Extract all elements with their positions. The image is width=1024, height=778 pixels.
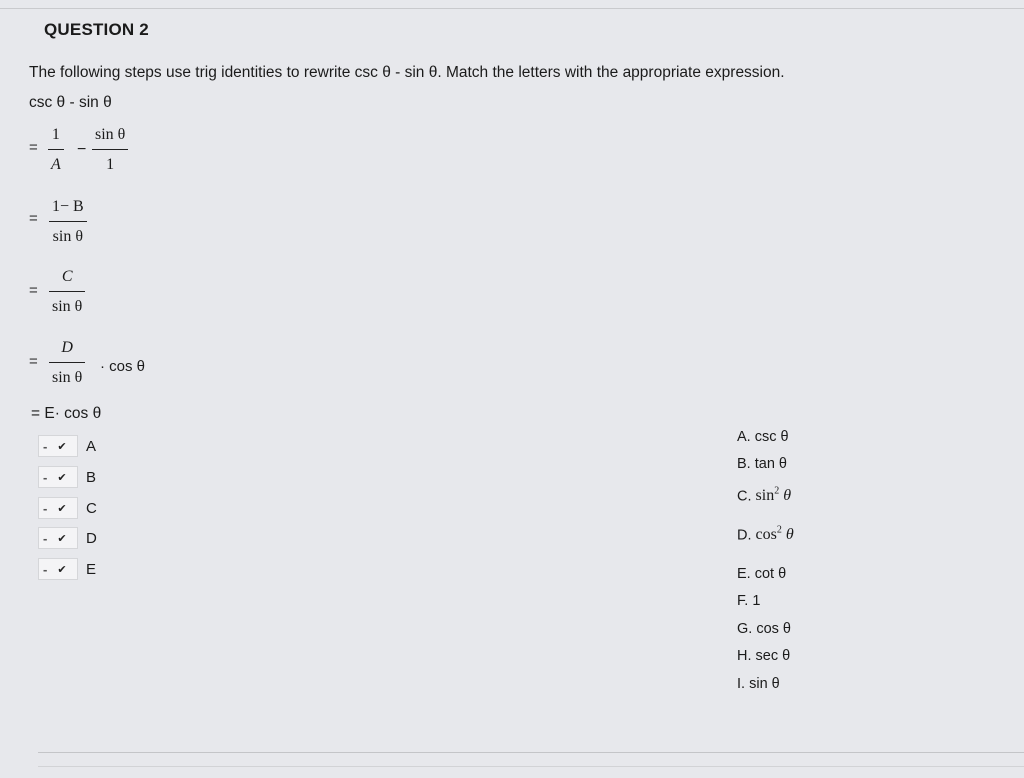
- match-row-e: [38, 556, 96, 582]
- match-select-c[interactable]: [38, 497, 78, 519]
- option-label: I.: [737, 676, 746, 692]
- variable: θ: [785, 526, 794, 544]
- option-f: [737, 593, 760, 609]
- function-name: cos: [755, 526, 777, 544]
- step3-den: sin θ: [52, 298, 83, 315]
- selected-value: -: [43, 500, 48, 516]
- exponent: 2: [774, 486, 780, 497]
- step4-den: sin θ: [52, 369, 83, 386]
- option-i: [737, 676, 780, 692]
- option-e: [737, 566, 786, 582]
- bottom-divider: [38, 766, 1024, 767]
- function-name: sin: [755, 487, 775, 505]
- fraction-bar: [49, 362, 85, 363]
- match-row-d: [38, 525, 97, 551]
- equals-sign: =: [29, 353, 38, 370]
- bottom-divider: [38, 752, 1024, 753]
- step4-cos-factor: · cos θ: [100, 358, 146, 375]
- match-select-b[interactable]: [38, 466, 78, 488]
- option-d: [737, 525, 794, 544]
- step4-num: D: [61, 339, 73, 356]
- chevron-down-icon: ✔: [57, 502, 67, 515]
- step1-num2: sin θ: [95, 126, 126, 143]
- option-label: G.: [737, 621, 753, 637]
- fraction-bar: [49, 221, 87, 222]
- option-expression: cot θ: [754, 566, 787, 582]
- step2-fraction: [49, 198, 87, 246]
- match-row-a: [38, 433, 96, 459]
- step2-den: sin θ: [52, 228, 84, 245]
- option-b: [737, 456, 787, 472]
- option-label: D.: [737, 527, 752, 544]
- option-label: F.: [737, 593, 749, 609]
- step1-minus: −: [77, 141, 87, 158]
- selected-value: -: [43, 530, 48, 546]
- question-title: QUESTION 2: [44, 20, 149, 39]
- selected-value: -: [43, 438, 48, 454]
- option-g: [737, 621, 791, 637]
- chevron-down-icon: ✔: [57, 471, 67, 484]
- option-a: [737, 429, 789, 445]
- option-label: A.: [737, 429, 751, 445]
- top-divider: [0, 8, 1024, 9]
- match-letter-a: A: [86, 437, 97, 455]
- step1-fraction-2: [92, 126, 128, 174]
- equals-sign: =: [29, 282, 38, 299]
- option-expression: 1: [752, 593, 761, 609]
- step1-den2: 1: [106, 156, 115, 173]
- option-expression: sec θ: [755, 648, 791, 664]
- chevron-down-icon: ✔: [57, 532, 67, 545]
- option-expression: cos θ: [756, 621, 792, 637]
- equals-sign: =: [29, 139, 38, 156]
- chevron-down-icon: ✔: [57, 563, 67, 576]
- option-expression: sin θ: [749, 676, 780, 692]
- equals-sign: =: [29, 210, 38, 227]
- option-label: E.: [737, 566, 751, 582]
- question-intro: The following steps use trig identities to rewrite csc θ - sin θ. Match the letters with the appropriate expression.: [29, 64, 785, 81]
- option-expression: csc θ: [754, 429, 789, 445]
- match-select-e[interactable]: [38, 558, 78, 580]
- selected-value: -: [43, 469, 48, 485]
- option-label: B.: [737, 456, 751, 472]
- option-label: H.: [737, 648, 752, 664]
- match-row-c: [38, 495, 97, 521]
- step2-num: 1− B: [52, 198, 84, 215]
- step1-den1: A: [51, 156, 61, 173]
- option-expression: [756, 487, 792, 504]
- match-select-a[interactable]: [38, 435, 78, 457]
- exponent: 2: [776, 525, 782, 536]
- step4-fraction: [49, 339, 85, 387]
- start-expression: csc θ - sin θ: [29, 94, 112, 111]
- fraction-bar: [49, 291, 85, 292]
- match-select-d[interactable]: [38, 527, 78, 549]
- match-letter-c: C: [86, 499, 97, 517]
- option-expression: [756, 526, 794, 543]
- option-expression: tan θ: [754, 456, 787, 472]
- option-h: [737, 648, 790, 664]
- fraction-bar: [48, 149, 64, 150]
- selected-value: -: [43, 561, 48, 577]
- step3-num: C: [61, 268, 73, 285]
- step3-fraction: [49, 268, 85, 316]
- step1-fraction-1: [48, 126, 64, 174]
- step5-expression: = E· cos θ: [31, 405, 102, 422]
- match-letter-b: B: [86, 468, 97, 486]
- option-c: [737, 486, 791, 505]
- step1-num1: 1: [51, 126, 60, 143]
- match-letter-d: D: [86, 529, 97, 547]
- variable: θ: [783, 487, 792, 505]
- option-label: C.: [737, 488, 752, 505]
- fraction-bar: [92, 149, 128, 150]
- match-letter-e: E: [86, 560, 97, 578]
- chevron-down-icon: ✔: [57, 440, 67, 453]
- match-row-b: [38, 464, 96, 490]
